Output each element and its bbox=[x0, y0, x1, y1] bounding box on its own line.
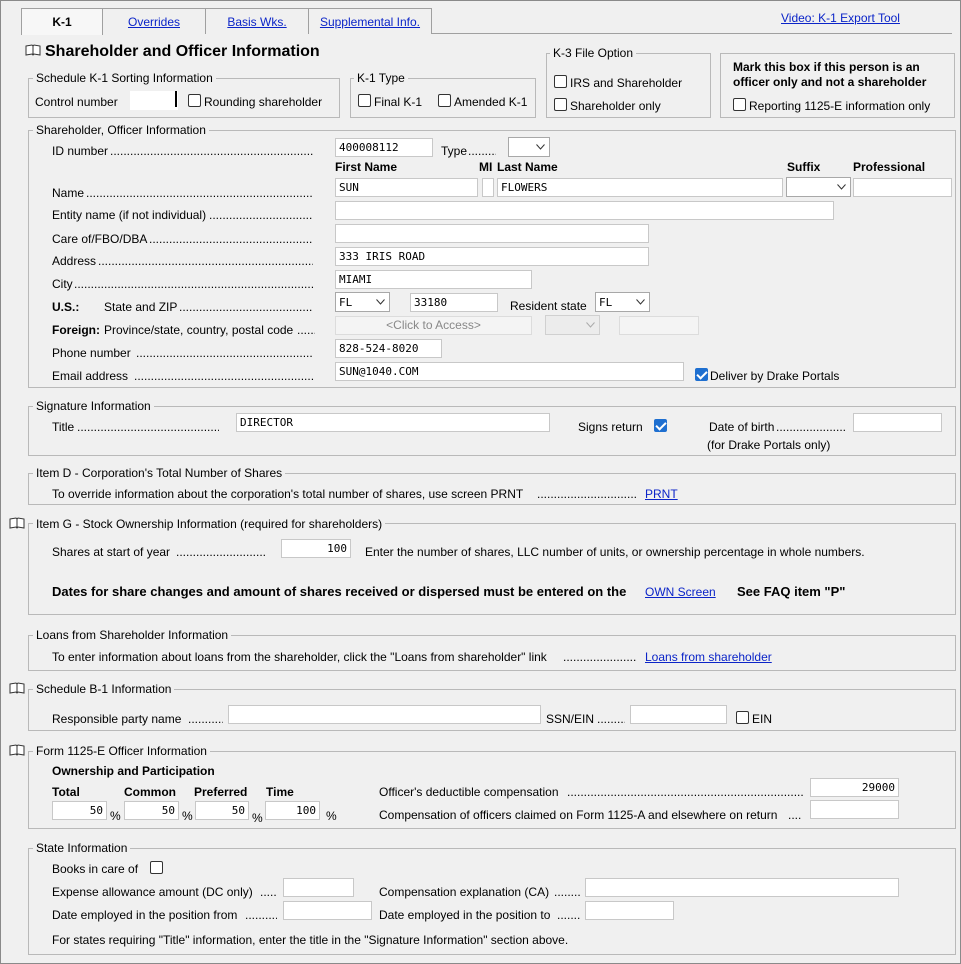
foreign-desc-label: Province/state, country, postal code bbox=[104, 323, 294, 337]
expense-allowance-leader bbox=[260, 885, 277, 899]
expense-allowance-input[interactable] bbox=[283, 878, 354, 897]
common-pct-input[interactable]: 50 bbox=[124, 801, 179, 820]
officer-only-line1: Mark this box if this person is an bbox=[733, 60, 920, 74]
us-label: U.S.: bbox=[52, 300, 80, 314]
item-d-title: Item D - Corporation's Total Number of Shares bbox=[33, 466, 285, 480]
reporting-1125e-label: Reporting 1125-E information only bbox=[749, 99, 931, 113]
city-input[interactable]: MIAMI bbox=[335, 270, 532, 289]
shares-start-leader bbox=[176, 545, 266, 559]
comp-officers-leader bbox=[788, 808, 802, 822]
time-pct-input[interactable]: 100 bbox=[265, 801, 320, 820]
total-pct-input[interactable]: 50 bbox=[52, 801, 107, 820]
signs-return-label: Signs return bbox=[578, 420, 643, 434]
dates-share-changes-text: Dates for share changes and amount of shares received or dispersed must be entered on the bbox=[52, 584, 627, 599]
video-k1-export-link[interactable]: Video: K-1 Export Tool bbox=[781, 11, 900, 25]
state-select-value: FL bbox=[339, 296, 353, 309]
state-zip-leader bbox=[179, 300, 313, 314]
page-title: Shareholder and Officer Information bbox=[45, 43, 320, 60]
address-leader bbox=[98, 254, 313, 268]
mi-header: MI bbox=[479, 160, 493, 174]
book-icon[interactable] bbox=[25, 44, 41, 56]
time-pct-sign: % bbox=[326, 809, 337, 823]
state-select[interactable] bbox=[335, 292, 390, 312]
foreign-label: Foreign: bbox=[52, 323, 100, 337]
tab-supplemental-info[interactable] bbox=[308, 8, 432, 34]
last-name-input[interactable]: FLOWERS bbox=[497, 178, 783, 197]
responsible-party-leader bbox=[188, 712, 223, 726]
city-leader bbox=[74, 277, 313, 291]
signature-title: Signature Information bbox=[33, 399, 154, 413]
entity-name-leader bbox=[209, 208, 313, 222]
officer-only-line2: officer only and not a shareholder bbox=[733, 75, 927, 89]
foreign-leader bbox=[297, 323, 315, 337]
foreign-postal-input[interactable] bbox=[619, 316, 699, 335]
mi-input[interactable] bbox=[482, 178, 494, 197]
type-label: Type bbox=[441, 144, 468, 158]
preferred-pct-input[interactable]: 50 bbox=[195, 801, 249, 820]
ssn-ein-label: SSN/EIN bbox=[546, 712, 595, 726]
care-of-input[interactable] bbox=[335, 224, 649, 243]
deliver-drake-portals-checkbox[interactable] bbox=[695, 368, 708, 381]
ssn-ein-input[interactable] bbox=[630, 705, 727, 724]
entity-name-label: Entity name (if not individual) bbox=[52, 208, 207, 222]
responsible-party-label: Responsible party name bbox=[52, 712, 182, 726]
common-pct-sign: % bbox=[182, 809, 193, 823]
comp-explanation-label: Compensation explanation (CA) bbox=[379, 885, 550, 899]
professional-input[interactable] bbox=[853, 178, 952, 197]
final-k1-label: Final K-1 bbox=[374, 95, 423, 109]
suffix-select[interactable] bbox=[786, 177, 851, 197]
date-employed-to-label: Date employed in the position to bbox=[379, 908, 551, 922]
tab-supplemental-label: Supplemental Info. bbox=[319, 14, 421, 29]
f1125e-title: Form 1125-E Officer Information bbox=[33, 744, 210, 758]
resident-state-select[interactable] bbox=[595, 292, 650, 312]
shares-start-input[interactable]: 100 bbox=[281, 539, 351, 558]
responsible-party-input[interactable] bbox=[228, 705, 541, 724]
loans-from-shareholder-link[interactable]: Loans from shareholder bbox=[645, 650, 772, 664]
comp-explanation-leader bbox=[554, 885, 581, 899]
prnt-link[interactable]: PRNT bbox=[645, 487, 678, 501]
comp-officers-label: Compensation of officers claimed on Form 1125-A and elsewhere on return bbox=[379, 808, 778, 822]
deductible-comp-label: Officer's deductible compensation bbox=[379, 785, 559, 799]
type-select[interactable] bbox=[508, 137, 550, 157]
ein-checkbox[interactable] bbox=[736, 711, 749, 724]
first-name-input[interactable]: SUN bbox=[335, 178, 478, 197]
b1-title: Schedule B-1 Information bbox=[33, 682, 174, 696]
care-of-leader bbox=[149, 232, 313, 246]
shares-start-label: Shares at start of year bbox=[52, 545, 171, 559]
book-icon[interactable] bbox=[9, 517, 25, 529]
control-number-label: Control number bbox=[35, 95, 118, 109]
expense-allowance-label: Expense allowance amount (DC only) bbox=[52, 885, 253, 899]
phone-input[interactable]: 828-524-8020 bbox=[335, 339, 442, 358]
k1-type-title: K-1 Type bbox=[354, 71, 408, 85]
email-leader bbox=[134, 369, 313, 383]
deductible-comp-input[interactable]: 29000 bbox=[810, 778, 899, 797]
dob-leader bbox=[776, 420, 847, 434]
chevron-down-icon bbox=[536, 144, 545, 150]
loans-title: Loans from Shareholder Information bbox=[33, 628, 231, 642]
rounding-shareholder-label: Rounding shareholder bbox=[204, 95, 323, 109]
reporting-1125e-checkbox[interactable] bbox=[733, 98, 746, 111]
dob-label: Date of birth bbox=[709, 420, 775, 434]
suffix-header: Suffix bbox=[787, 160, 821, 174]
preferred-header: Preferred bbox=[194, 785, 248, 799]
sorting-group-title: Schedule K-1 Sorting Information bbox=[33, 71, 216, 85]
date-employed-from-label: Date employed in the position from bbox=[52, 908, 238, 922]
chevron-down-icon bbox=[837, 184, 846, 190]
city-label: City bbox=[52, 277, 73, 291]
loans-leader bbox=[563, 650, 637, 664]
chevron-down-icon bbox=[586, 322, 595, 328]
amended-k1-checkbox[interactable] bbox=[438, 94, 451, 107]
shareholder-only-checkbox[interactable] bbox=[554, 98, 567, 111]
faq-text: See FAQ item "P" bbox=[737, 584, 846, 599]
item-g-title: Item G - Stock Ownership Information (required for shareholders) bbox=[33, 517, 385, 531]
tab-basis-wks[interactable] bbox=[205, 8, 309, 34]
foreign-click-to-access[interactable]: <Click to Access> bbox=[335, 316, 532, 335]
ownership-participation-label: Ownership and Participation bbox=[52, 764, 215, 778]
loans-text: To enter information about loans from the shareholder, click the "Loans from shareholder" link bbox=[52, 650, 547, 664]
tab-overrides[interactable] bbox=[102, 8, 206, 34]
irs-and-shareholder-label: IRS and Shareholder bbox=[570, 76, 683, 90]
item-d-leader bbox=[537, 487, 637, 501]
comp-officers-input[interactable] bbox=[810, 800, 899, 819]
books-in-care-checkbox[interactable] bbox=[150, 861, 163, 874]
email-input[interactable]: SUN@1040.COM bbox=[335, 362, 684, 381]
professional-header: Professional bbox=[853, 160, 926, 174]
entity-name-input[interactable] bbox=[335, 201, 834, 220]
date-employed-from-leader bbox=[245, 908, 277, 922]
item-d-text: To override information about the corporation's total number of shares, use screen PRNT bbox=[52, 487, 524, 501]
control-number-input[interactable] bbox=[130, 91, 178, 110]
id-number-leader bbox=[110, 144, 313, 158]
id-number-input[interactable]: 400008112 bbox=[335, 138, 433, 157]
signature-title-input[interactable]: DIRECTOR bbox=[236, 413, 550, 432]
state-title: State Information bbox=[33, 841, 130, 855]
common-header: Common bbox=[124, 785, 176, 799]
date-employed-from-input[interactable] bbox=[283, 901, 372, 920]
final-k1-checkbox[interactable] bbox=[358, 94, 371, 107]
shareholder-info-title: Shareholder, Officer Information bbox=[33, 123, 209, 137]
date-employed-to-leader bbox=[557, 908, 581, 922]
dob-input[interactable] bbox=[853, 413, 942, 432]
phone-label: Phone number bbox=[52, 346, 131, 360]
ein-label: EIN bbox=[752, 712, 773, 726]
tab-divider bbox=[431, 33, 952, 34]
tab-basis-label: Basis Wks. bbox=[227, 14, 287, 29]
k3-title: K-3 File Option bbox=[550, 46, 636, 60]
total-header: Total bbox=[52, 785, 80, 799]
type-leader bbox=[468, 144, 496, 158]
chevron-down-icon bbox=[636, 299, 645, 305]
chevron-down-icon bbox=[376, 299, 385, 305]
first-name-header: First Name bbox=[335, 160, 398, 174]
phone-leader bbox=[136, 346, 313, 360]
state-title-note: For states requiring "Title" information, enter the title in the "Signature Information" section above. bbox=[52, 933, 569, 947]
resident-state-value: FL bbox=[599, 296, 613, 309]
deliver-drake-portals-label: Deliver by Drake Portals bbox=[710, 369, 840, 383]
ssn-ein-leader bbox=[597, 712, 625, 726]
deductible-comp-leader bbox=[567, 785, 803, 799]
resident-state-label: Resident state bbox=[510, 299, 587, 313]
shareholder-only-label: Shareholder only bbox=[570, 99, 661, 113]
item-g-group bbox=[28, 523, 956, 615]
last-name-header: Last Name bbox=[497, 160, 558, 174]
signature-title-leader bbox=[77, 420, 219, 434]
tab-k1-label: K-1 bbox=[52, 15, 72, 29]
total-pct-sign: % bbox=[110, 809, 121, 823]
book-icon[interactable] bbox=[9, 682, 25, 694]
tab-overrides-label: Overrides bbox=[127, 14, 180, 29]
text-cursor bbox=[175, 91, 177, 107]
shares-note: Enter the number of shares, LLC number of units, or ownership percentage in whole numbers. bbox=[365, 545, 865, 559]
id-number-label: ID number bbox=[52, 144, 109, 158]
foreign-country-select[interactable] bbox=[545, 315, 600, 335]
own-screen-link[interactable]: OWN Screen bbox=[645, 585, 716, 599]
name-label: Name bbox=[52, 186, 85, 200]
preferred-pct-sign: % bbox=[252, 811, 263, 825]
tab-k1[interactable] bbox=[21, 8, 103, 35]
state-zip-label: State and ZIP bbox=[104, 300, 178, 314]
signature-title-label: Title bbox=[52, 420, 75, 434]
date-employed-to-input[interactable] bbox=[585, 901, 674, 920]
book-icon[interactable] bbox=[9, 744, 25, 756]
dob-note: (for Drake Portals only) bbox=[707, 438, 831, 452]
zip-input[interactable]: 33180 bbox=[410, 293, 498, 312]
address-input[interactable]: 333 IRIS ROAD bbox=[335, 247, 649, 266]
care-of-label: Care of/FBO/DBA bbox=[52, 232, 148, 246]
email-label: Email address bbox=[52, 369, 129, 383]
amended-k1-label: Amended K-1 bbox=[454, 95, 528, 109]
signs-return-checkbox[interactable] bbox=[654, 419, 667, 432]
irs-and-shareholder-checkbox[interactable] bbox=[554, 75, 567, 88]
name-leader bbox=[86, 186, 313, 200]
address-label: Address bbox=[52, 254, 97, 268]
time-header: Time bbox=[266, 785, 294, 799]
rounding-shareholder-checkbox[interactable] bbox=[188, 94, 201, 107]
books-in-care-label: Books in care of bbox=[52, 862, 139, 876]
comp-explanation-input[interactable] bbox=[585, 878, 899, 897]
